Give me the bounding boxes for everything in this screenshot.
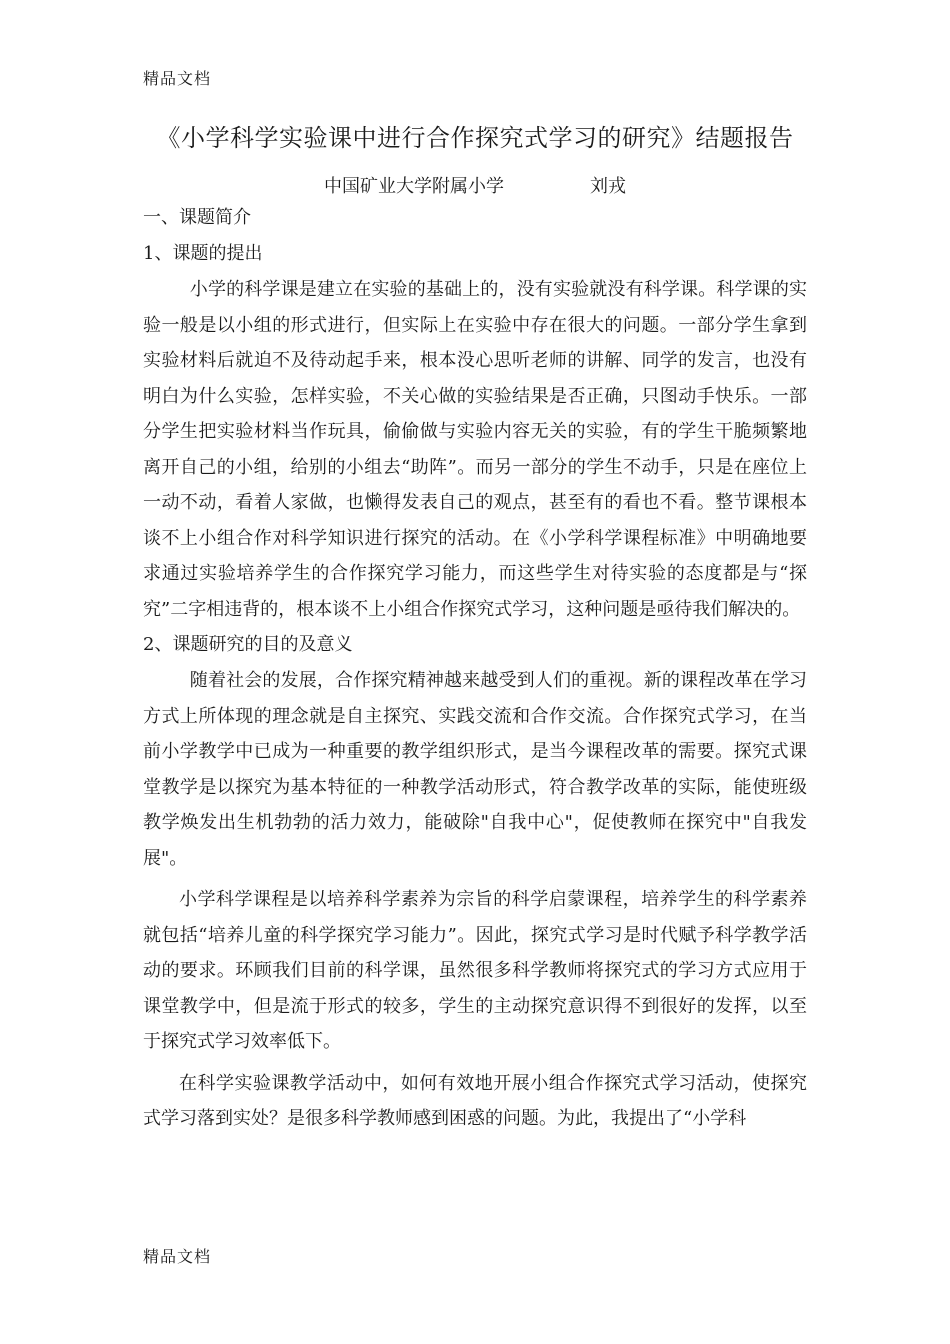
author-name: 刘戎 <box>590 176 626 197</box>
page-footer-label: 精品文档 <box>143 1247 212 1266</box>
author-line <box>0 172 950 198</box>
body-paragraph: 小学科学课程是以培养科学素养为宗旨的科学启蒙课程，培养学生的科学素养就包括“培养儿童的科学探究学习能力”。因此，探究式学习是时代赋予科学教学活动的要求。环顾我们目前的科学课，虽然很多科学教师将探究式的学习方式应用于课堂教学中，但是流于形式的较多，学生的主动探究意识得不到很好的发挥，以至于探究式学习效率低下。 <box>143 889 807 1052</box>
page-header-label: 精品文档 <box>143 69 212 88</box>
school-name: 中国矿业大学附属小学 <box>324 176 504 197</box>
subsection-heading: 1、课题的提出 <box>143 243 263 264</box>
body-paragraph: 在科学实验课教学活动中，如何有效地开展小组合作探究式学习活动，使探究式学习落到实处？是很多科学教师感到困惑的问题。为此，我提出了“小学科 <box>143 1072 807 1129</box>
subsection-heading: 2、课题研究的目的及意义 <box>143 634 353 655</box>
section-heading: 一、课题简介 <box>143 207 251 228</box>
document-title: 《小学科学实验课中进行合作探究式学习的研究》结题报告 <box>156 124 794 152</box>
document-body <box>143 200 807 1137</box>
body-paragraph: 随着社会的发展，合作探究精神越来越受到人们的重视。新的课程改革在学习方式上所体现的理念就是自主探究、实践交流和合作交流。合作探究式学习，在当前小学教学中已成为一种重要的教学组织形式，是当今课程改革的需要。探究式课堂教学是以探究为基本特征的一种教学活动形式，符合教学改革的实际，能使班级教学焕发出生机勃勃的活力效力，能破除"自我中心"，促使教师在探究中"自我发展"。 <box>143 670 807 869</box>
body-paragraph: 小学的科学课是建立在实验的基础上的，没有实验就没有科学课。科学课的实验一般是以小组的形式进行，但实际上在实验中存在很大的问题。一部分学生拿到实验材料后就迫不及待动起手来，根本没心思听老师的讲解、同学的发言，也没有明白为什么实验，怎样实验，不关心做的实验结果是否正确，只图动手快乐。一部分学生把实验材料当作玩具，偷偷做与实验内容无关的实验，有的学生干脆频繁地离开自己的小组，给别的小组去“助阵”。而另一部分的学生不动手，只是在座位上一动不动，看着人家做，也懒得发表自己的观点，甚至有的看也不看。整节课根本谈不上小组合作对科学知识进行探究的活动。在《小学科学课程标准》中明确地要求通过实验培养学生的合作探究学习能力，而这些学生对待实验的态度都是与“探究”二字相违背的，根本谈不上小组合作探究式学习，这种问题是亟待我们解决的。 <box>143 279 807 620</box>
